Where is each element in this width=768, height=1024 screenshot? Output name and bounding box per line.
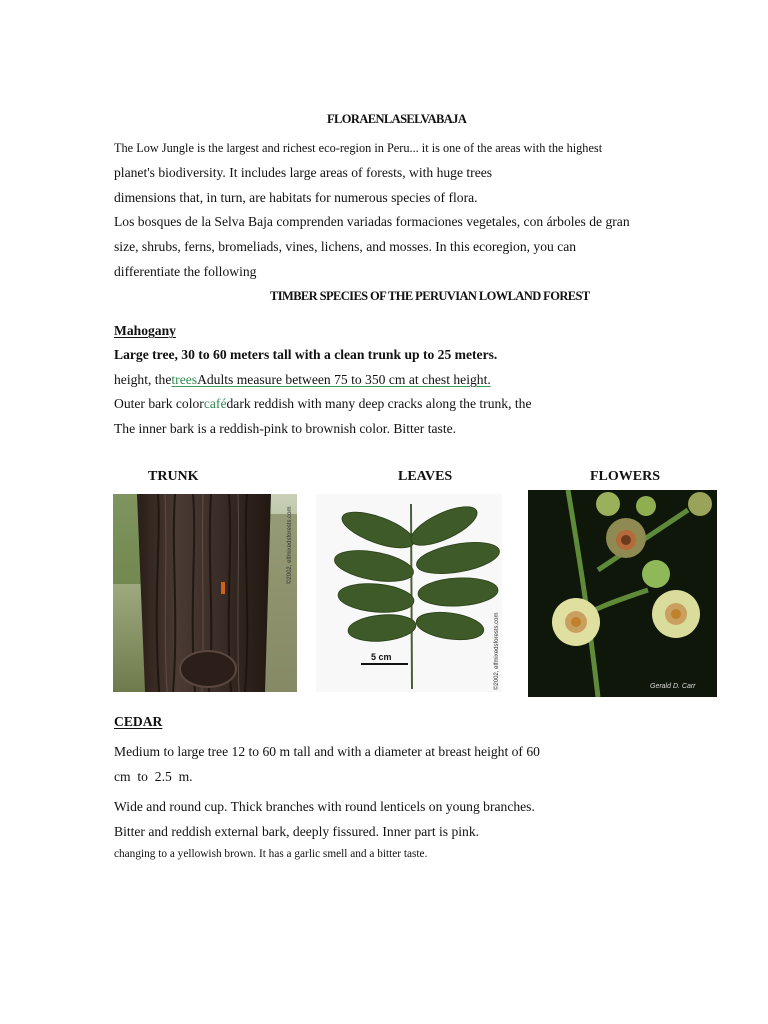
cedar-line-4: Bitter and reddish external bark, deeply fissured. Inner part is pink. xyxy=(114,824,480,839)
mahogany-line-1: Large tree, 30 to 60 meters tall with a clean trunk up to 25 meters. xyxy=(114,347,498,362)
mahogany-line-3-start: Outer bark color xyxy=(114,396,204,411)
section-title: TIMBER SPECIES OF THE PERUVIAN LOWLAND FOREST xyxy=(270,289,590,303)
page-title: FLORAENLASELVABAJA xyxy=(327,112,467,126)
mahogany-line-2-end: Adults measure between 75 to 350 cm at chest height. xyxy=(197,372,491,387)
trunk-label: TRUNK xyxy=(148,469,199,484)
cedar-line-3: Wide and round cup. Thick branches with round lenticels on young branches. xyxy=(114,799,535,814)
cedar-line-2: cm to 2.5 m. xyxy=(114,769,193,784)
trunk-image xyxy=(113,494,297,692)
leaves-credit: ©2002, elfmixedsforests.com xyxy=(494,612,500,690)
intro-line-3: dimensions that, in turn, are habitats for numerous species of flora. xyxy=(114,190,478,205)
flowers-image xyxy=(528,490,717,697)
leaves-image xyxy=(316,494,502,692)
flowers-credit: Gerald D. Carr xyxy=(650,683,696,690)
cedar-line-1: Medium to large tree 12 to 60 m tall and with a diameter at breast height of 60 xyxy=(114,744,540,759)
mahogany-line-2-start: height, the xyxy=(114,372,172,387)
mahogany-line-4: The inner bark is a reddish-pink to brownish color. Bitter taste. xyxy=(114,421,457,436)
mahogany-line-3-end: dark reddish with many deep cracks along the trunk, the xyxy=(226,396,532,411)
mahogany-line-2 xyxy=(114,372,491,388)
intro-line-4: Los bosques de la Selva Baja comprenden variadas formaciones vegetales, con árboles de gran xyxy=(114,214,630,229)
mahogany-line-3 xyxy=(114,396,532,412)
intro-line-5: size, shrubs, ferns, bromeliads, vines, lichens, and mosses. In this ecoregion, you can xyxy=(114,239,577,254)
cafe-link[interactable]: café xyxy=(203,396,227,411)
intro-line-2: planet's biodiversity. It includes large areas of forests, with huge trees xyxy=(114,165,493,180)
intro-line-6: differentiate the following xyxy=(114,264,257,279)
leaves-scale: 5 cm xyxy=(371,652,392,662)
cedar-line-5: changing to a yellowish brown. It has a garlic smell and a bitter taste. xyxy=(114,848,428,860)
intro-line-1: The Low Jungle is the largest and richest eco-region in Peru... it is one of the areas with the highest xyxy=(114,141,603,155)
flowers-label: FLOWERS xyxy=(590,469,661,484)
mahogany-heading: Mahogany xyxy=(114,323,176,338)
leaves-label: LEAVES xyxy=(398,469,453,484)
trunk-credit: ©2002, elfmixedsforests.com xyxy=(287,506,293,584)
cedar-heading: CEDAR xyxy=(114,714,163,729)
trees-link[interactable]: trees xyxy=(171,372,198,387)
